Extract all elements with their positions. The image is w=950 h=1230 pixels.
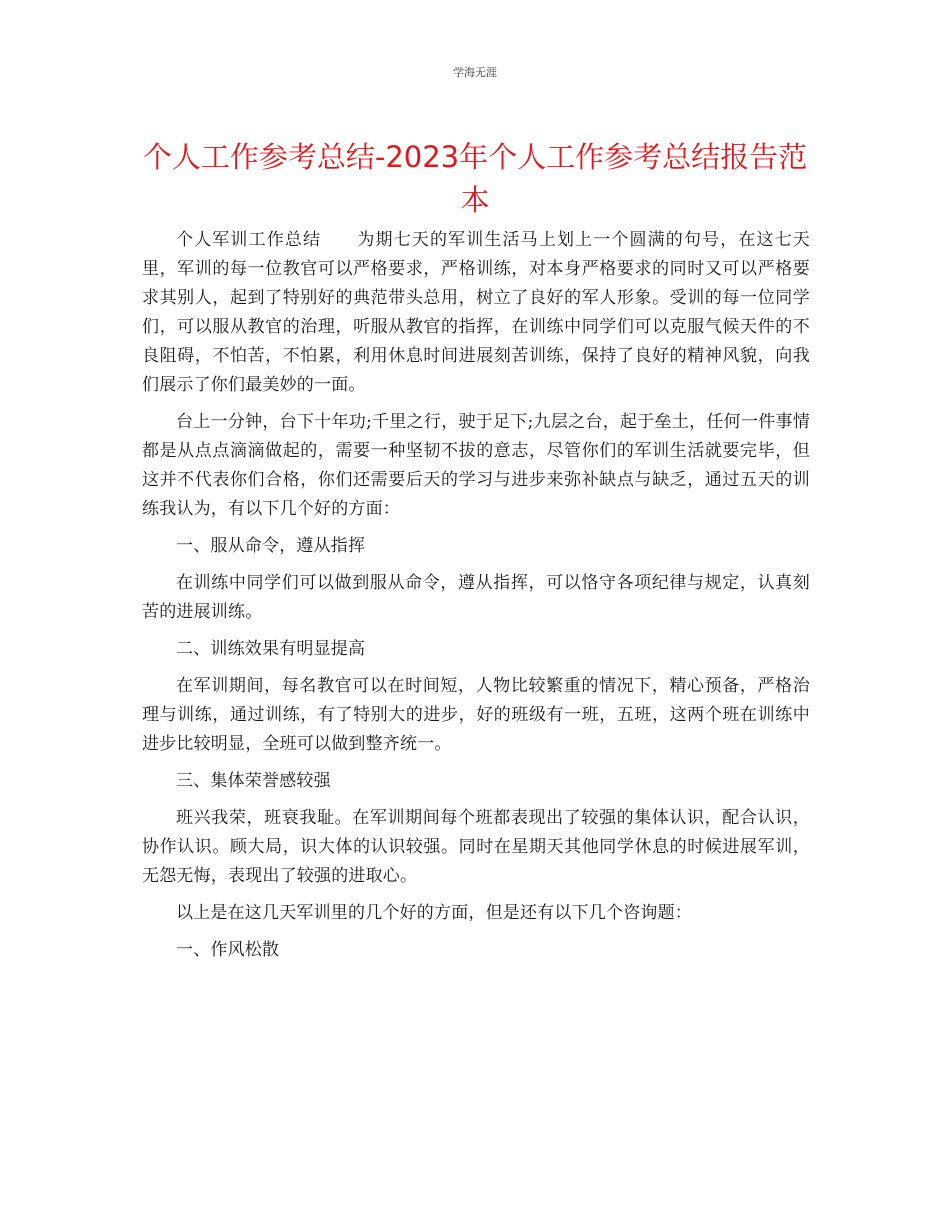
paragraph: 在训练中同学们可以做到服从命令，遵从指挥，可以恪守各项纪律与规定，认真刻苦的进展训练。: [142, 573, 810, 622]
paragraph: 个人军训工作总结 为期七天的军训生活马上划上一个圆满的句号，在这七天里，军训的每一位教官可以严格要求，严格训练，对本身严格要求的同时又可以严格要求其别人，起到了特别好的典范带头总用，树立了良好的军人形象。受训的每一位同学们，可以服从教官的治理，听服从教官的指挥，在训练中同学们可以克服气候天件的不良阻碍，不怕苦，不怕累，利用休息时间进展刻苦训练，保持了良好的精神风貌，向我们展示了你们最美妙的一面。: [142, 230, 810, 395]
paragraph: 班兴我荣，班衰我耻。在军训期间每个班都表现出了较强的集体认识，配合认识，协作认识。顾大局，识大体的认识较强。同时在星期天其他同学休息的时候进展军训，无怨无悔，表现出了较强的进取心。: [142, 808, 810, 886]
section-heading: 二、训练效果有明显提高: [176, 639, 366, 659]
section-heading: 一、服从命令，遵从指挥: [176, 536, 366, 556]
paragraph: 以上是在这几天军训里的几个好的方面，但是还有以下几个咨询题：: [176, 903, 692, 923]
section-heading: 一、作风松散: [176, 940, 280, 960]
document-body: [142, 226, 810, 973]
document-title: 个人工作参考总结-2023年个人工作参考总结报告范本: [142, 140, 808, 217]
paragraph: 台上一分钟，台下十年功;千里之行，驶于足下;九层之台，起于垒土，任何一件事情都是从点点滴滴做起的，需要一种坚韧不拔的意志，尽管你们的军训生活就要完毕，但这并不代表你们合格，你们还需要后天的学习与进步来弥补缺点与缺乏，通过五天的训练我认为，有以下几个好的方面：: [142, 412, 810, 519]
section-heading: 三、集体荣誉感较强: [176, 771, 331, 791]
paragraph: 在军训期间，每名教官可以在时间短，人物比较繁重的情况下，精心预备，严格治理与训练，通过训练，有了特别大的进步，好的班级有一班，五班，这两个班在训练中进步比较明显，全班可以做到整齐统一。: [142, 676, 810, 754]
page-header: 学海无涯: [453, 66, 497, 79]
